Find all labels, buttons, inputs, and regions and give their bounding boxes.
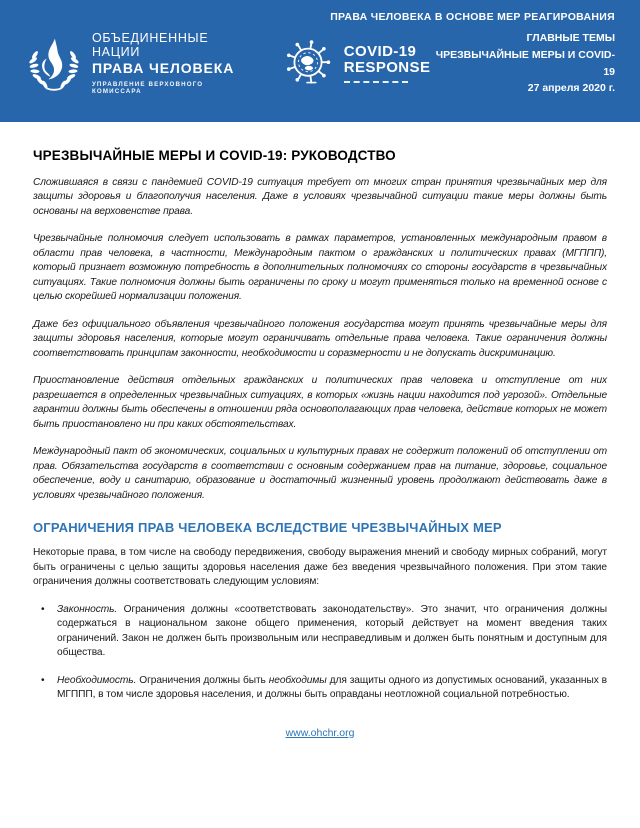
dashed-underline [344,81,408,83]
footer [33,723,607,741]
intro-paragraph: Международный пакт об экономических, социальных и культурных правах не содержит положений об отступлении от прав. Обязательства государств в соответствии с основным содержанием прав на питание, здоровье, социальное обеспечение, воду и санитарию, образование и достаточный жизненный уровень продолжают действовать даже в условиях чрезвычайного положения. [33,446,607,501]
conditions-list [33,603,607,703]
header-tagline: ПРАВА ЧЕЛОВЕКА В ОСНОВЕ МЕР РЕАГИРОВАНИЯ [330,11,615,23]
page-title: ЧРЕЗВЫЧАЙНЫЕ МЕРЫ И COVID-19: РУКОВОДСТВО [33,148,396,163]
topics-date: 27 апреля 2020 г. [527,82,615,95]
bullet-marker: • [41,674,45,686]
document-body [0,148,640,741]
un-logo-line1: ОБЪЕДИНЕННЫЕ НАЦИИ [91,30,209,59]
list-item [33,674,607,703]
header-banner [0,0,640,122]
un-logo-line2: ПРАВА ЧЕЛОВЕКА [91,60,235,77]
covid-logo-line1: COVID-19 [343,43,417,61]
intro-paragraph: Сложившаяся в связи с пандемией COVID-19 ситуация требует от многих стран принятия чрезвычайных мер для защиты здоровья и благополучия населения. Даже в условиях чрезвычайной ситуации такие меры должны быть основаны на верховенстве права. [33,177,607,217]
bullet-emphasis: необходимы [268,674,327,686]
intro-paragraph: Чрезвычайные полномочия следует использовать в рамках параметров, установленных международным правом в области прав человека, в частности, Международным пактом о гражданских и политических правах (МГППП), который признает возможную потребность в дополнительных полномочиях со стороны государств в чрезвычайных ситуациях. Такие полномочия должны быть ограничены по сроку и могут применяться только на временной основе с целью скорейшей нормализации положения. [33,233,607,303]
footer-link[interactable]: www.ohchr.org [285,726,355,739]
intro-paragraph: Приостановление действия отдельных гражданских и политических прав человека и отступление от них разрешается в определенных чрезвычайных ситуациях, в которых «жизнь нации находится под угрозой». Отдельные гарантии должны быть обеспечены в отношении ряда основополагающих прав человека, действие которых не может быть приостановлено ни при каких обстоятельствах. [33,375,607,430]
list-item [33,603,607,661]
ohchr-logo [25,32,255,96]
ohchr-emblem-icon [25,33,83,95]
ohchr-wordmark [92,32,255,96]
bullet-body-cont: для защиты одного из допустимых оснований, указанных в МГППП, в том числе здоровья населения, и должны быть оправданы неотложной социальной потребностью. [57,674,607,701]
covid-wordmark [344,44,431,83]
covid-response-logo [279,34,431,94]
bullet-term: Необходимость. [57,674,137,686]
bullet-body: Ограничения должны быть [136,674,269,686]
bullet-text [57,603,607,661]
bullet-marker: • [41,603,45,615]
header-logo-row [25,30,615,97]
topics-title: ЧРЕЗВЫЧАЙНЫЕ МЕРЫ И COVID-19 [435,48,615,78]
section-heading: ОГРАНИЧЕНИЯ ПРАВ ЧЕЛОВЕКА ВСЛЕДСТВИЕ ЧРЕЗВЫЧАЙНЫХ МЕР [33,520,502,536]
header-topics [430,30,615,97]
un-logo-line3: УПРАВЛЕНИЕ ВЕРХОВНОГО КОМИССАРА [91,80,204,95]
topics-label: ГЛАВНЫЕ ТЕМЫ [526,32,615,44]
bullet-text [57,674,607,703]
virus-icon [279,34,337,94]
intro-paragraph: Даже без официального объявления чрезвычайного положения государства могут принять чрезвычайные меры для защиты здоровья населения, которые могут ограничивать отдельные права человека. Такие ограничения должны соответствовать принципам законности, необходимости и соразмерности и не допускать дискриминацию. [33,318,607,359]
covid-logo-line2: RESPONSE [343,59,431,77]
bullet-body: Ограничения должны «соответствовать законодательству». Это значит, что ограничения должны содержаться в национальном законе общего применения, который действует на момент введения таких ограничений. Закон не должен быть произвольным или несправедливым и должен быть понятным и доступным для общества. [57,603,607,659]
section-intro: Некоторые права, в том числе на свободу передвижения, свободу выражения мнений и свободу мирных собраний, могут быть ограничены с целью защиты здоровья населения даже без введения чрезвычайного положения. При этом такие ограничения должны соответствовать следующим условиям: [33,547,607,588]
bullet-term: Законность. [57,603,118,615]
